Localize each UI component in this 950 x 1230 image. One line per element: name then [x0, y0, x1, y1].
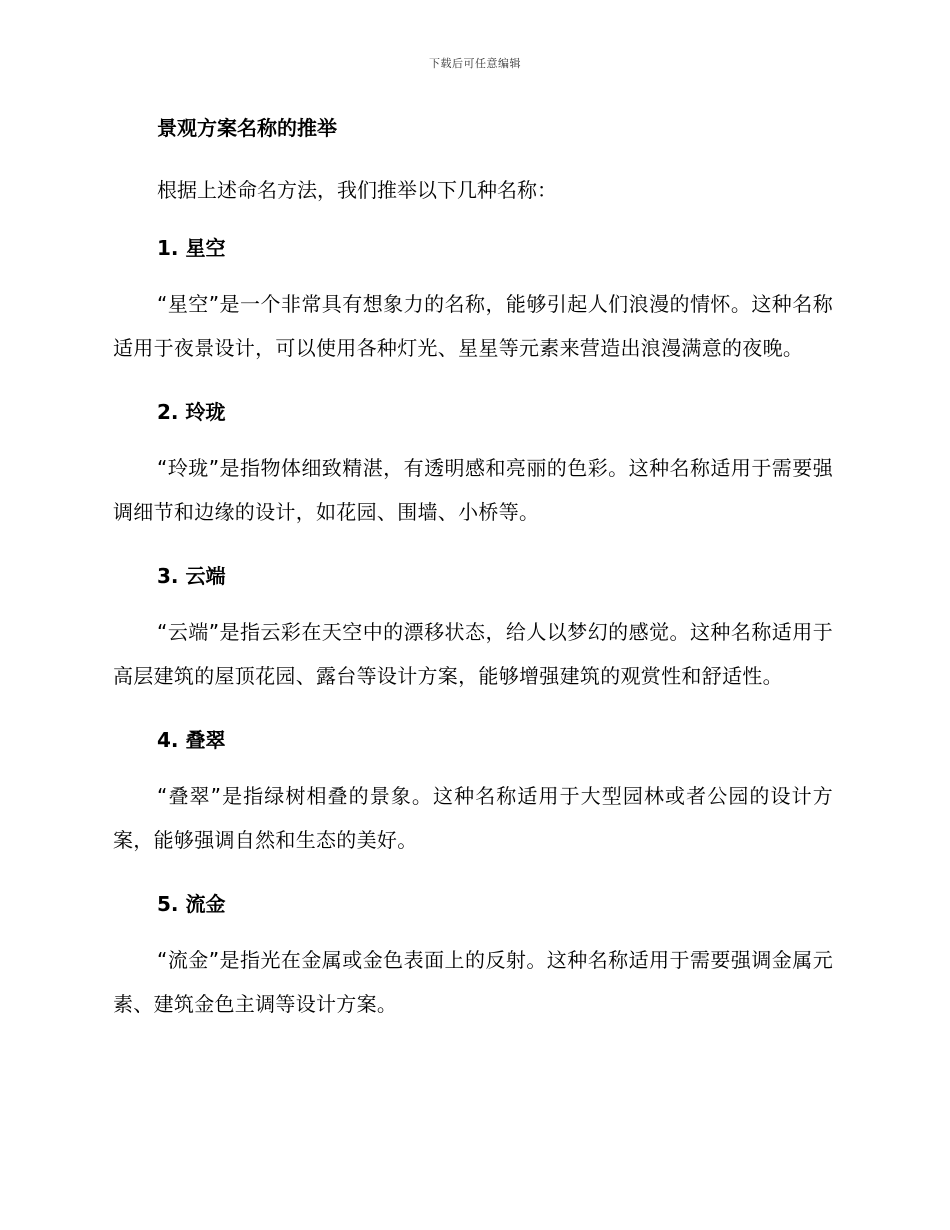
item-body: “云端”是指云彩在天空中的漂移状态，给人以梦幻的感觉。这种名称适用于高层建筑的屋顶花园、露台等设计方案，能够增强建筑的观赏性和舒适性。	[113, 620, 833, 688]
item-title: 1. 星空	[157, 236, 226, 260]
name-item	[113, 396, 833, 534]
item-title: 4. 叠翠	[157, 728, 226, 752]
name-item	[113, 232, 833, 370]
item-body: “叠翠”是指绿树相叠的景象。这种名称适用于大型园林或者公园的设计方案，能够强调自然和生态的美好。	[113, 784, 833, 852]
intro-paragraph: 根据上述命名方法，我们推举以下几种名称：	[157, 178, 557, 202]
item-body: “星空”是一个非常具有想象力的名称，能够引起人们浪漫的情怀。这种名称适用于夜景设计，可以使用各种灯光、星星等元素来营造出浪漫满意的夜晚。	[113, 292, 833, 360]
item-body: “流金”是指光在金属或金色表面上的反射。这种名称适用于需要强调金属元素、建筑金色主调等设计方案。	[113, 948, 833, 1016]
item-title: 2. 玲珑	[157, 400, 226, 424]
item-title: 3. 云端	[157, 564, 226, 588]
section-heading: 景观方案名称的推举	[157, 116, 337, 140]
item-title: 5. 流金	[157, 892, 226, 916]
page-header: 下载后可任意编辑	[429, 57, 521, 70]
item-body: “玲珑”是指物体细致精湛，有透明感和亮丽的色彩。这种名称适用于需要强调细节和边缘的设计，如花园、围墙、小桥等。	[113, 456, 833, 524]
name-item	[113, 560, 833, 698]
document-body	[113, 112, 833, 1026]
name-item	[113, 888, 833, 1026]
name-item	[113, 724, 833, 862]
